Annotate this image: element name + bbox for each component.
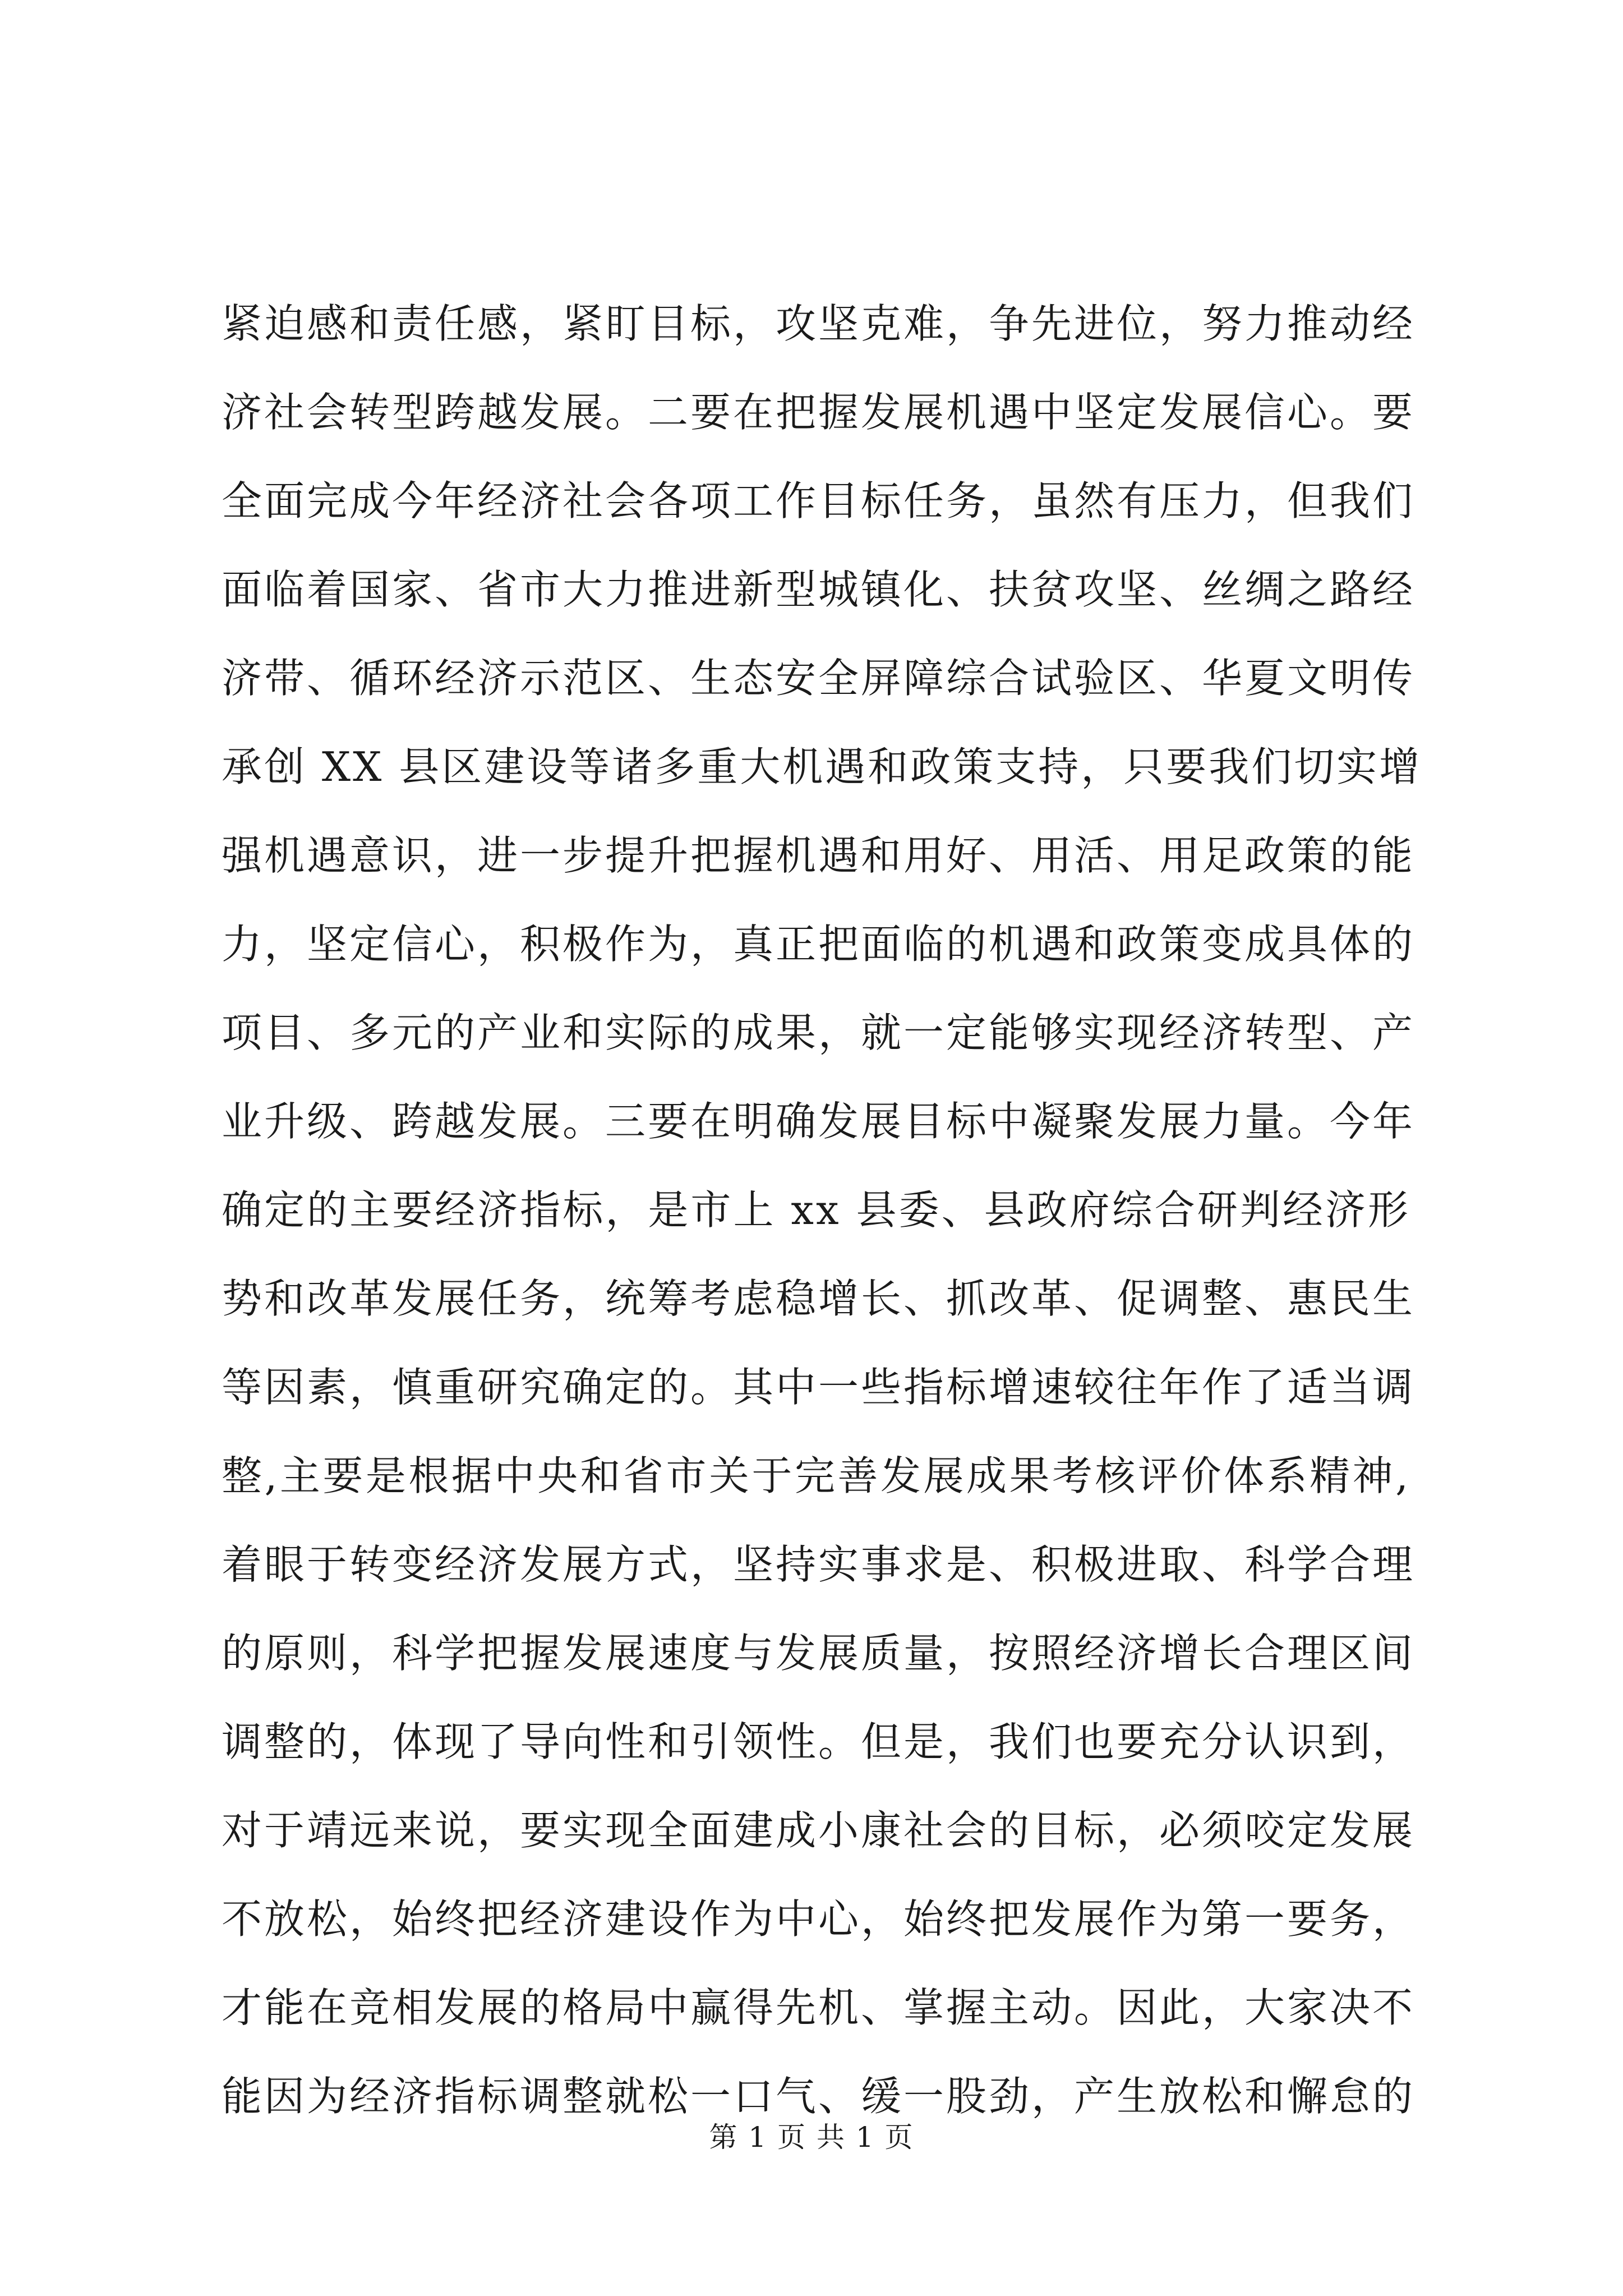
text-line: 济社会转型跨越发展。二要在把握发展机遇中坚定发展信心。要 bbox=[222, 389, 1415, 436]
text-line: 全面完成今年经济社会各项工作目标任务，虽然有压力，但我们 bbox=[222, 477, 1415, 524]
text-line: 确定的主要经济指标，是市上 xx 县委、县政府综合研判经济形 bbox=[222, 1186, 1410, 1234]
text-line: 对于靖远来说，要实现全面建成小康社会的目标，必须咬定发展 bbox=[222, 1807, 1415, 1854]
text-line: 面临着国家、省市大力推进新型城镇化、扶贫攻坚、丝绸之路经 bbox=[222, 566, 1415, 613]
text-line: 的原则，科学把握发展速度与发展质量，按照经济增长合理区间 bbox=[222, 1630, 1415, 1677]
text-line: 强机遇意识，进一步提升把握机遇和用好、用活、用足政策的能 bbox=[222, 832, 1415, 879]
text-line: 整,主要是根据中央和省市关于完善发展成果考核评价体系精神, bbox=[222, 1452, 1410, 1499]
body-paragraph bbox=[222, 279, 1422, 2141]
text-line: 项目、多元的产业和实际的成果，就一定能够实现经济转型、产 bbox=[222, 1009, 1415, 1056]
text-line: 调整的，体现了导向性和引领性。但是，我们也要充分认识到， bbox=[222, 1718, 1415, 1765]
text-line: 能因为经济指标调整就松一口气、缓一股劲，产生放松和懈怠的 bbox=[222, 2073, 1415, 2120]
page-number-footer: 第 1 页 共 1 页 bbox=[709, 2121, 914, 2154]
text-line: 等因素，慎重研究确定的。其中一些指标增速较往年作了适当调 bbox=[222, 1364, 1415, 1411]
text-line: 济带、循环经济示范区、生态安全屏障综合试验区、华夏文明传 bbox=[222, 655, 1415, 702]
text-line: 不放松，始终把经济建设作为中心，始终把发展作为第一要务， bbox=[222, 1895, 1415, 1943]
text-line: 业升级、跨越发展。三要在明确发展目标中凝聚发展力量。今年 bbox=[222, 1098, 1415, 1145]
text-line: 着眼于转变经济发展方式，坚持实事求是、积极进取、科学合理 bbox=[222, 1541, 1415, 1588]
text-line: 才能在竞相发展的格局中赢得先机、掌握主动。因此，大家决不 bbox=[222, 1984, 1415, 2031]
text-line: 承创 XX 县区建设等诸多重大机遇和政策支持，只要我们切实增 bbox=[222, 743, 1422, 790]
text-line: 紧迫感和责任感，紧盯目标，攻坚克难，争先进位，努力推动经 bbox=[222, 300, 1415, 347]
text-line: 力，坚定信心，积极作为，真正把面临的机遇和政策变成具体的 bbox=[222, 921, 1415, 968]
text-line: 势和改革发展任务，统筹考虑稳增长、抓改革、促调整、惠民生 bbox=[222, 1275, 1415, 1322]
